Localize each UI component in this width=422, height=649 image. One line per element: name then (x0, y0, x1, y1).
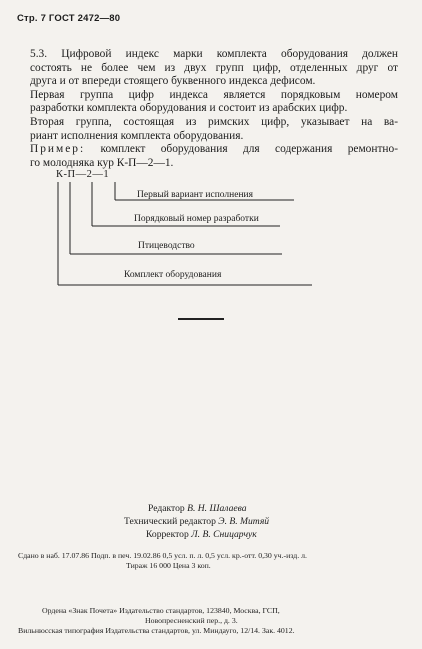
text-line: состоять не более чем из двух групп цифр, отделенных друг от (30, 61, 398, 74)
diagram-label-poultry: Птицеводство (138, 241, 195, 251)
credit-proofreader (146, 529, 257, 540)
credit-role: Редактор (148, 503, 185, 514)
text-line: Первая группа цифр индекса является порядковым номером (30, 88, 398, 101)
imprint-line: Сдано в наб. 17.07.86 Подп. в печ. 19.02.86 0,5 усл. п. л. 0,5 усл. кр.-отт. 0,30 уч.-изд. л. (18, 551, 307, 560)
text-line: риант исполнения комплекта оборудования. (30, 129, 244, 142)
section-divider (178, 318, 224, 320)
example-label: Пример: (30, 143, 86, 156)
text-line: друга и от впереди стоящего буквенного индекса дефисом. (30, 75, 316, 88)
text-line: Вторая группа, состоящая из римских цифр, указывает на ва- (30, 115, 398, 128)
credit-name: Л. В. Сницарчук (191, 529, 257, 540)
diagram-label-variant: Первый вариант исполнения (137, 190, 253, 200)
footer-line: Ордена «Знак Почета» Издательство стандартов, 123840, Москва, ГСП, (42, 606, 280, 615)
diagram-label-number: Порядковый номер разработки (134, 214, 259, 224)
credit-name: В. Н. Шалаева (187, 503, 247, 514)
page-header: Стр. 7 ГОСТ 2472—80 (17, 13, 121, 24)
paragraph-first-group (30, 89, 398, 116)
credit-role: Технический редактор (124, 516, 216, 527)
text-line (30, 143, 398, 157)
paragraph-example (30, 143, 398, 170)
body-text (30, 48, 398, 170)
credit-name: Э. В. Митяй (218, 516, 270, 527)
diagram-label-equipment: Комплект оборудования (124, 270, 222, 280)
text-line: разработки комплекта оборудования и состоит из арабских цифр. (30, 102, 348, 115)
credit-editor (148, 503, 247, 514)
imprint-line: Тираж 16 000 Цена 3 коп. (126, 561, 211, 570)
text-line: 5.3. Цифровой индекс марки комплекта оборудования должен (30, 48, 398, 60)
paragraph-5-3 (30, 48, 398, 89)
credit-tech-editor (124, 516, 269, 527)
credit-role: Корректор (146, 529, 189, 540)
diagram-code: К-П—2—1 (56, 169, 110, 180)
footer-line: Новопресненский пер., д. 3. (145, 616, 238, 625)
example-text: комплект оборудования для содержания ремонтно- (100, 143, 399, 156)
text-line: го молодняка кур К-П—2—1. (30, 156, 174, 169)
footer-line: Вильнюсская типография Издательства стандартов, ул. Миндауго, 12/14. Зак. 4012. (18, 626, 295, 635)
paragraph-second-group (30, 116, 398, 143)
